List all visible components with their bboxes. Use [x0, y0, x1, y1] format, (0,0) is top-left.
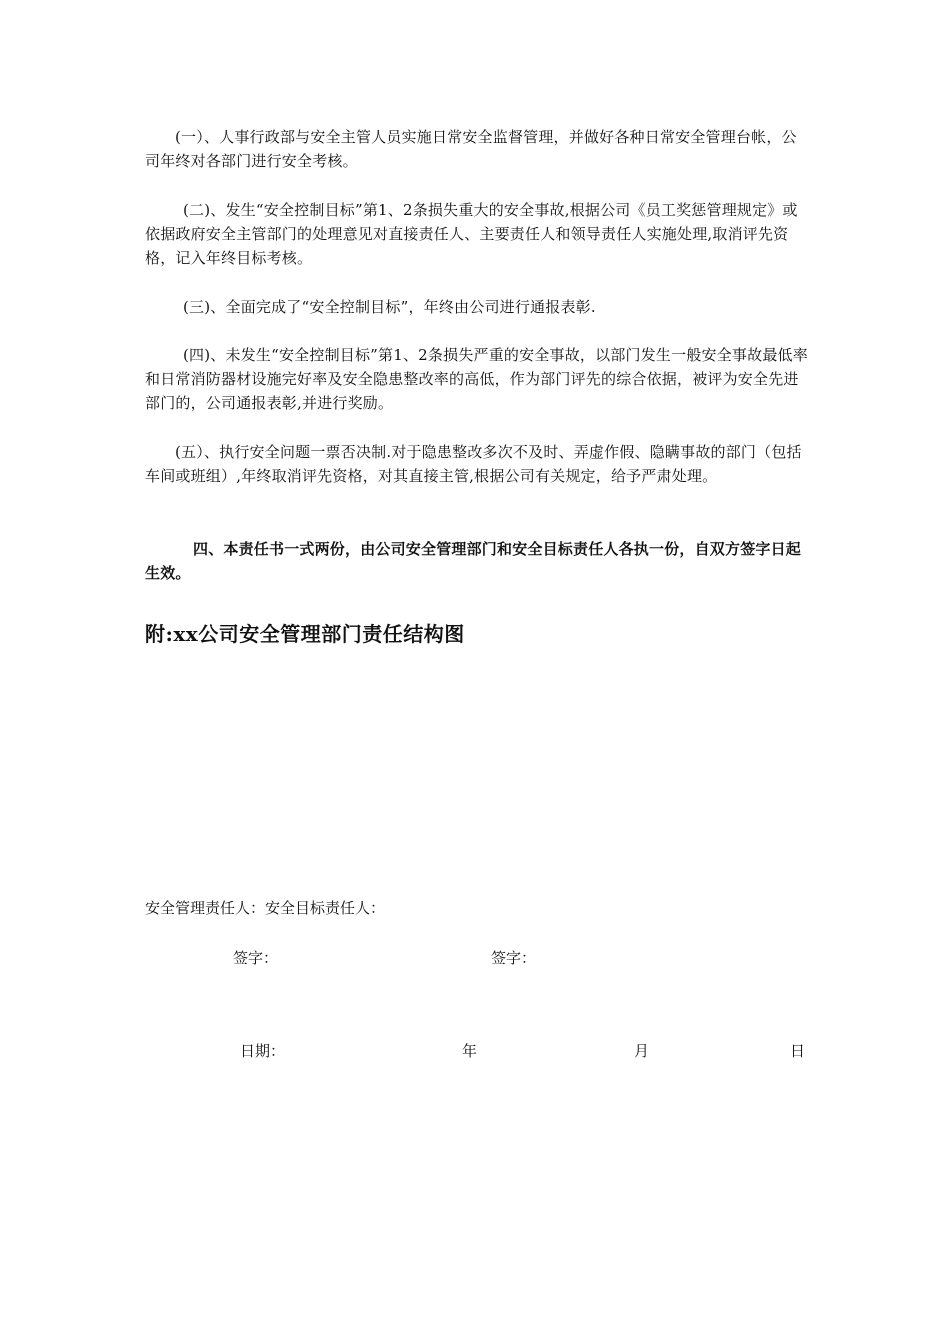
sign-label-right: 签字：: [491, 949, 537, 967]
clause-four: 四、本责任书一式两份，由公司安全管理部门和安全目标责任人各执一份，自双方签字日起生效。: [145, 540, 802, 582]
paragraph-item-4: (四)、未发生“安全控制目标”第1、2条损失严重的安全事故，以部门发生一般安全事故最低率和日常消防器材设施完好率及安全隐患整改率的高低，作为部门评先的综合依据，被评为安全先进部门的，公司通报表彰,并进行奖励。: [145, 346, 808, 412]
date-year: 年: [462, 1042, 478, 1060]
paragraph-item-5: (五）、执行安全问题一票否决制.对于隐患整改多次不及时、弄虚作假、隐瞒事故的部门（包括车间或班组）,年终取消评先资格，对其直接主管,根据公司有关规定，给予严肃处理。: [145, 443, 802, 485]
paragraph-item-3: (三)、全面完成了“安全控制目标”，年终由公司进行通报表彰.: [183, 298, 596, 316]
date-month: 月: [634, 1042, 650, 1060]
date-label: 日期：: [240, 1042, 286, 1060]
signature-header: 安全管理责任人：安全目标责任人：: [145, 899, 386, 917]
structure-diagram-placeholder: [145, 660, 810, 880]
date-day: 日: [790, 1042, 806, 1060]
paragraph-item-2: (二)、发生“安全控制目标”第1、2条损失重大的安全事故,根据公司《员工奖惩管理规定》或依据政府安全主管部门的处理意见对直接责任人、主要责任人和领导责任人实施处理,取消评先资格，记入年终目标考核。: [145, 201, 798, 267]
appendix-title: 附:xx公司安全管理部门责任结构图: [145, 622, 465, 646]
paragraph-item-1: (一）、人事行政部与安全主管人员实施日常安全监督管理，并做好各种日常安全管理台帐，公司年终对各部门进行安全考核。: [145, 128, 797, 170]
sign-label-left: 签字：: [233, 949, 279, 967]
